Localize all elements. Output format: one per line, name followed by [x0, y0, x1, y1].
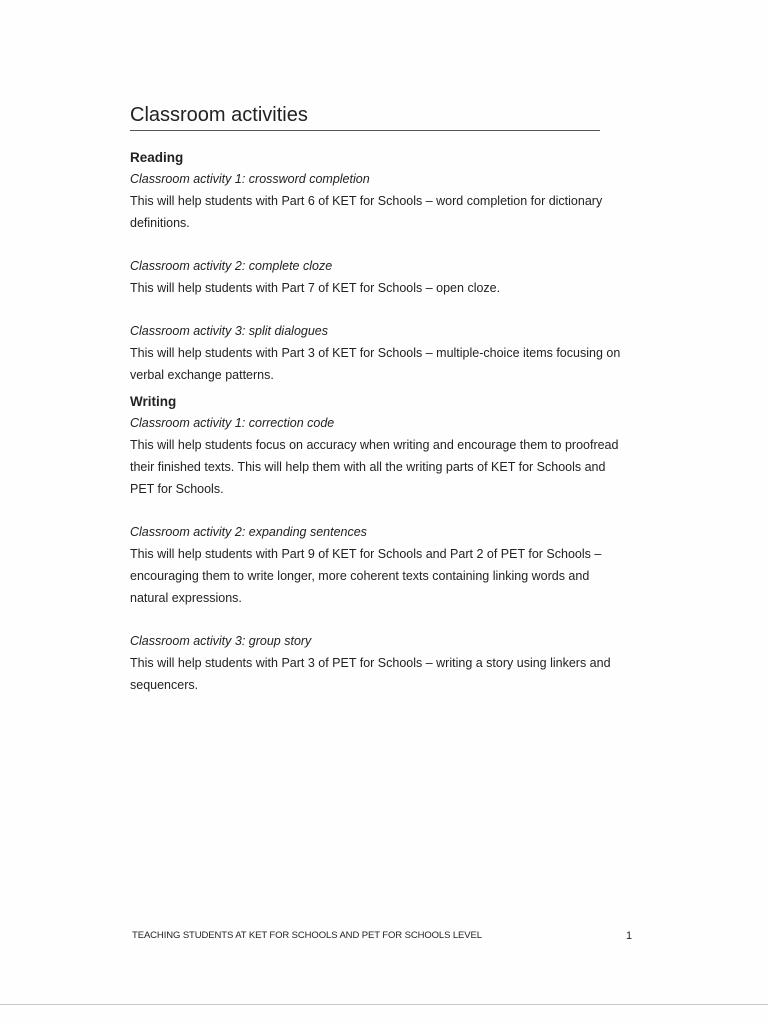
page-title: Classroom activities: [130, 104, 600, 131]
document-body: [130, 148, 630, 696]
page-number: 1: [626, 930, 633, 942]
section-reading: [130, 148, 630, 386]
activity-writing-3: [130, 630, 630, 696]
activity-reading-3: [130, 320, 630, 386]
activity-title: Classroom activity 1: crossword completion: [130, 172, 370, 186]
activity-title: Classroom activity 1: correction code: [130, 416, 335, 430]
section-heading-reading: Reading: [130, 150, 184, 165]
activity-reading-2: [130, 255, 630, 299]
activity-description: This will help students with Part 6 of KET for Schools – word completion for dictionary definitions.: [130, 194, 603, 230]
activity-description: This will help students with Part 7 of KET for Schools – open cloze.: [130, 281, 501, 295]
activity-description: This will help students focus on accuracy when writing and encourage them to proofread their finished texts. This will help them with all the writing parts of KET for Schools and PET for Schools.: [130, 438, 619, 496]
activity-description: This will help students with Part 9 of KET for Schools and Part 2 of PET for Schools – encouraging them to write longer, more coherent texts containing linking words and natural expressions.: [130, 547, 602, 605]
section-heading-writing: Writing: [130, 394, 177, 409]
activity-reading-1: [130, 168, 630, 234]
activity-title: Classroom activity 2: expanding sentences: [130, 525, 367, 539]
activity-title: Classroom activity 3: group story: [130, 634, 312, 648]
activity-description: This will help students with Part 3 of PET for Schools – writing a story using linkers and sequencers.: [130, 656, 611, 692]
page-footer: TEACHING STUDENTS AT KET FOR SCHOOLS AND PET FOR SCHOOLS LEVEL: [132, 930, 482, 941]
activity-writing-1: [130, 412, 630, 500]
section-writing: [130, 392, 630, 696]
activity-title: Classroom activity 2: complete cloze: [130, 259, 333, 273]
activity-description: This will help students with Part 3 of KET for Schools – multiple-choice items focusing on verbal exchange patterns.: [130, 346, 621, 382]
activity-title: Classroom activity 3: split dialogues: [130, 324, 328, 338]
activity-writing-2: [130, 521, 630, 609]
